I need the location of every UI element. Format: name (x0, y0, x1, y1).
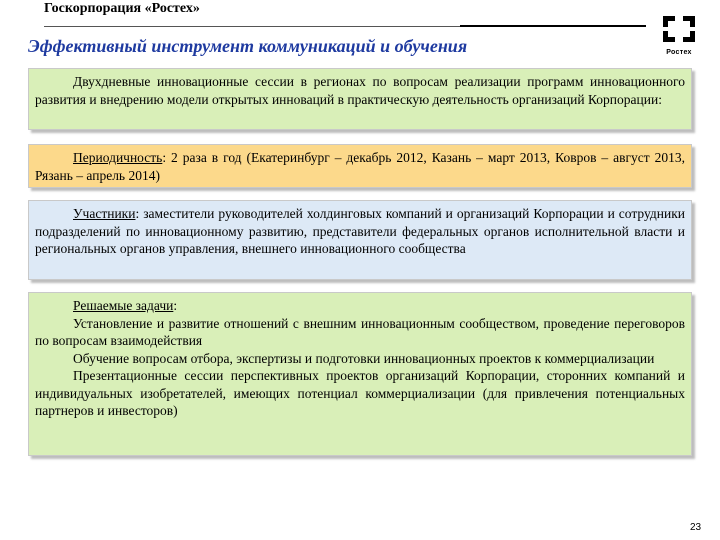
intro-box (28, 68, 692, 130)
header-rule-thin (44, 26, 460, 27)
list-item: Презентационные сессии перспективных проектов организаций Корпорации, сторонних компаний и индивидуальных изобретателей, имеющих потенциал коммерциализации (для привлечения потенциальных партнеров и инвесторов) (35, 368, 685, 418)
periodicity-text: : 2 раза в год (Екатеринбург – декабрь 2012, Казань – март 2013, Ковров – август 2013, Рязань – апрель 2014) (35, 150, 685, 183)
participants-box (28, 200, 692, 280)
tasks-label-colon: : (173, 298, 178, 313)
organization-name: Госкорпорация «Ростех» (44, 1, 200, 16)
periodicity-label: Периодичность (73, 150, 163, 165)
tasks-label: Решаемые задачи (73, 298, 174, 313)
list-item: Установление и развитие отношений с внешним инновационным сообществом, проведение переговоров по вопросам взаимодействия (35, 315, 685, 348)
periodicity-box (28, 144, 692, 188)
slide-title: Эффективный инструмент коммуникаций и обучения (28, 36, 468, 56)
participants-label: Участники (73, 206, 136, 221)
rostec-logo-icon (659, 14, 699, 44)
logo-caption: Ростех (666, 49, 692, 56)
participants-text: : заместители руководителей холдинговых компаний и организаций Корпорации и сотрудники подразделений по инновационному развитию, представители федеральных органов исполнительной власти и региональных органов управления, внешнего инновационного сообщества (35, 206, 685, 256)
header-rule-thick (460, 25, 646, 27)
page-number: 23 (690, 522, 702, 533)
intro-text: Двухдневные инновационные сессии в регионах по вопросам реализации программ инновационного развития и внедрению модели открытых инноваций в практическую деятельность организаций Корпорации: (35, 74, 685, 107)
list-item: Обучение вопросам отбора, экспертизы и подготовки инновационных проектов к коммерциализации (73, 350, 655, 366)
tasks-box (28, 292, 692, 456)
